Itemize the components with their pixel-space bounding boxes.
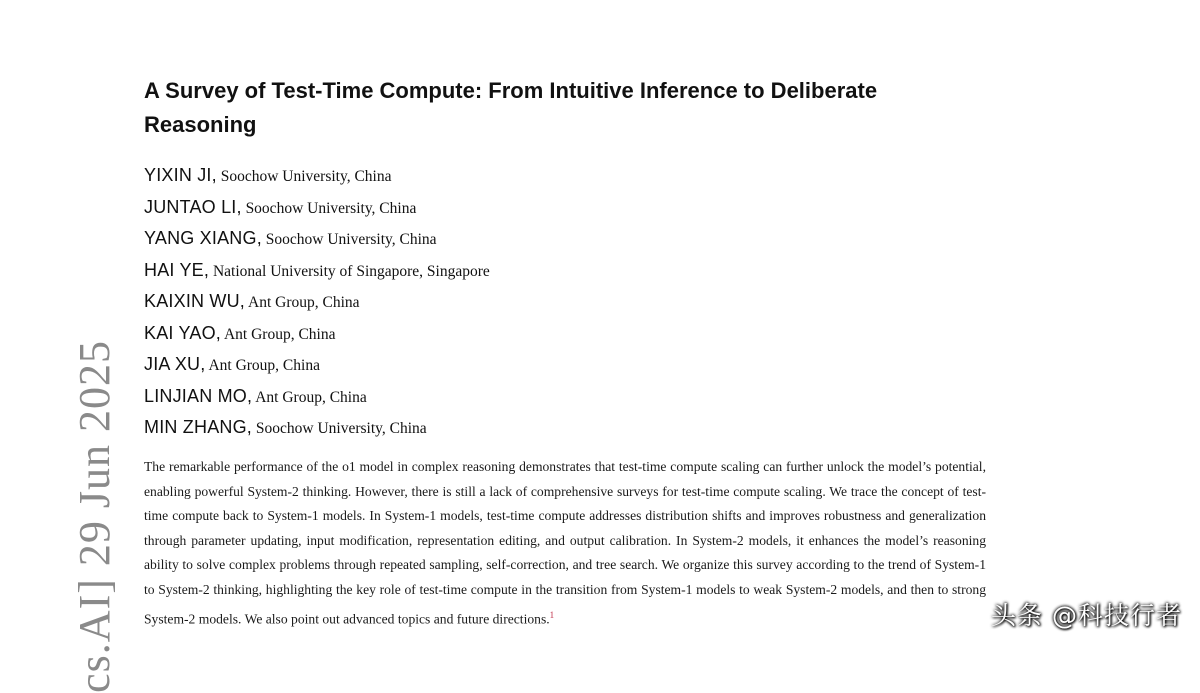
author-affiliation: Soochow University, China xyxy=(261,231,437,248)
author-entry xyxy=(144,193,490,225)
author-affiliation: Soochow University, China xyxy=(216,168,392,185)
abstract-text: The remarkable performance of the o1 model in complex reasoning demonstrates that test-time compute scaling can further unlock the model’s potential, enabling powerful System-2 thinking. However, there is still a lack of comprehensive surveys for test-time compute scaling. We trace the concept of test-time compute back to System-1 models. In System-1 models, test-time compute addresses distribution shifts and improves robustness and generalization through parameter updating, input modification, representation editing, and output calibration. In System-2 models, it enhances the model’s reasoning ability to solve complex problems through repeated sampling, self-correction, and tree search. We organize this survey according to the trend of System-1 to System-2 thinking, highlighting the key role of test-time compute in the transition from System-1 models to weak System-2 models, and then to strong System-2 models. We also point out advanced topics and future directions. xyxy=(144,459,986,627)
author-affiliation: Ant Group, China xyxy=(252,388,367,406)
author-affiliation: Soochow University, China xyxy=(241,199,417,217)
author-affiliation: Ant Group, China xyxy=(205,357,320,374)
author-name: YIXIN JI, xyxy=(144,165,217,185)
author-name: JUNTAO LI, xyxy=(144,196,242,217)
author-entry xyxy=(144,413,490,445)
author-name: LINJIAN MO, xyxy=(144,385,253,406)
author-name: YANG XIANG, xyxy=(144,228,262,248)
author-entry xyxy=(144,319,490,351)
author-name: KAIXIN WU, xyxy=(144,291,246,311)
author-entry xyxy=(144,256,490,288)
author-list xyxy=(144,161,490,445)
abstract-paragraph xyxy=(144,455,986,632)
source-watermark: 头条 @科技行者 xyxy=(991,601,1182,630)
arxiv-stamp-text: cs.AI] 29 Jun 2025 xyxy=(70,340,119,693)
author-entry xyxy=(144,287,490,319)
author-name: MIN ZHANG, xyxy=(144,417,252,437)
author-entry xyxy=(144,350,490,382)
author-affiliation: Ant Group, China xyxy=(245,294,360,311)
arxiv-side-stamp xyxy=(0,340,119,693)
author-name: HAI YE, xyxy=(144,259,210,280)
author-affiliation: Ant Group, China xyxy=(220,325,336,343)
author-entry xyxy=(144,382,490,414)
author-entry xyxy=(144,224,490,256)
paper-title: A Survey of Test-Time Compute: From Intuitive Inference to Deliberate Reasoning xyxy=(144,78,878,137)
author-affiliation: Soochow University, China xyxy=(252,420,427,437)
author-affiliation: National University of Singapore, Singapore xyxy=(209,262,490,280)
footnote-mark[interactable]: 1 xyxy=(549,609,555,620)
author-name: JIA XU, xyxy=(144,354,206,374)
author-entry xyxy=(144,161,490,193)
author-name: KAI YAO, xyxy=(144,322,221,343)
